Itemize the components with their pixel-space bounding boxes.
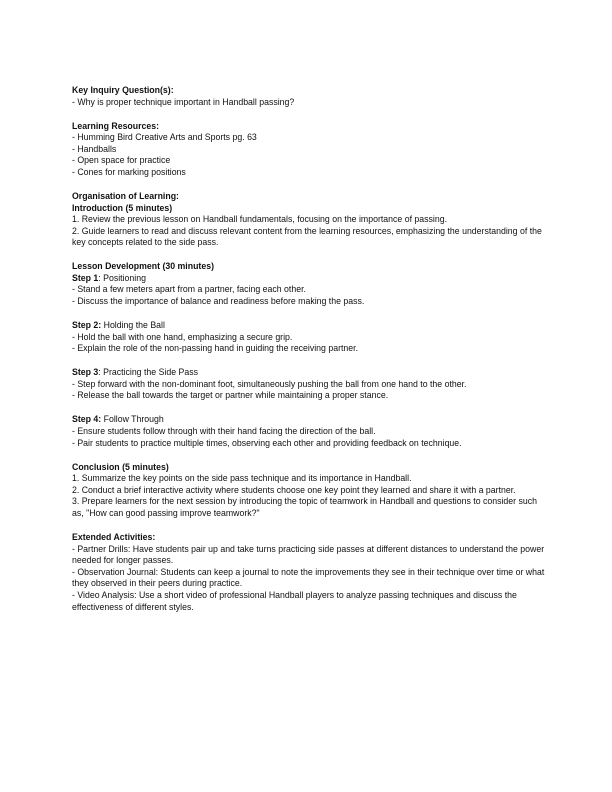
step-1-line: - Discuss the importance of balance and readiness before making the pass. [72,296,365,307]
step-3-name: : Practicing the Side Pass [98,367,198,378]
step-3-line: - Step forward with the non-dominant foot, simultaneously pushing the ball from one hand to the other. [72,378,467,389]
step-1-line: - Stand a few meters apart from a partner, facing each other. [72,284,306,295]
step-4-name: Follow Through [101,414,164,425]
resource-item: - Cones for marking positions [72,166,186,177]
extended-line: - Observation Journal: Students can keep a journal to note the improvements they see in their technique over time or what they observed in their peers during practice. [72,566,545,589]
step-3-section [72,367,548,402]
step-4-line: - Pair students to practice multiple times, observing each other and providing feedback on technique. [72,437,462,448]
development-heading: Lesson Development (30 minutes) [72,261,214,272]
inquiry-line: - Why is proper technique important in Handball passing? [72,96,295,107]
step-4-line: - Ensure students follow through with their hand facing the direction of the ball. [72,426,376,436]
step-3-label: Step 3 [72,367,99,378]
introduction-line: 2. Guide learners to read and discuss relevant content from the learning resources, emphasizing the understanding of the key concepts related to the side pass. [72,225,542,248]
document-page [72,85,548,613]
step-4-label: Step 4: [72,414,102,425]
step-3-line: - Release the ball towards the target or partner while maintaining a proper stance. [72,390,389,401]
step-3-title [72,367,548,379]
conclusion-line: 3. Prepare learners for the next session by introducing the topic of teamwork in Handball and questions to consider such as, "How can good passing improve teamwork?" [72,496,537,518]
conclusion-section [72,462,548,520]
step-1-label: Step 1 [72,272,99,283]
extended-heading: Extended Activities: [72,531,156,542]
conclusion-line: 1. Summarize the key points on the side pass technique and its importance in Handball. [72,473,412,484]
resources-section [72,121,548,179]
step-2-section [72,320,548,355]
development-section [72,261,548,307]
extended-section [72,532,548,613]
introduction-line: 1. Review the previous lesson on Handball fundamentals, focusing on the importance of passing. [72,214,448,225]
conclusion-line: 2. Conduct a brief interactive activity where students choose one key point they learned and share it with a partner. [72,484,516,495]
resource-item: - Open space for practice [72,155,171,166]
introduction-heading: Introduction (5 minutes) [72,202,173,213]
organisation-section [72,191,548,249]
step-2-label: Step 2: [72,320,102,331]
inquiry-section [72,85,548,108]
resources-heading: Learning Resources: [72,120,160,131]
organisation-heading: Organisation of Learning: [72,190,179,201]
step-1-title [72,273,548,285]
step-2-name: Holding the Ball [101,320,165,331]
extended-line: - Partner Drills: Have students pair up and take turns practicing side passes at different distances to understand the power needed for longer passes. [72,543,545,566]
step-2-line: - Hold the ball with one hand, emphasizing a secure grip. [72,331,293,342]
step-2-line: - Explain the role of the non-passing hand in guiding the receiving partner. [72,343,359,354]
step-4-section [72,414,548,449]
inquiry-heading: Key Inquiry Question(s): [72,85,174,95]
resource-item: - Handballs [72,143,117,154]
step-1-name: : Positioning [98,272,146,283]
step-4-title [72,414,548,426]
extended-line: - Video Analysis: Use a short video of professional Handball players to analyze passing techniques and discuss the effectiveness of different styles. [72,589,517,612]
resource-item: - Humming Bird Creative Arts and Sports pg. 63 [72,132,257,143]
conclusion-heading: Conclusion (5 minutes) [72,461,169,472]
step-2-title [72,320,548,332]
